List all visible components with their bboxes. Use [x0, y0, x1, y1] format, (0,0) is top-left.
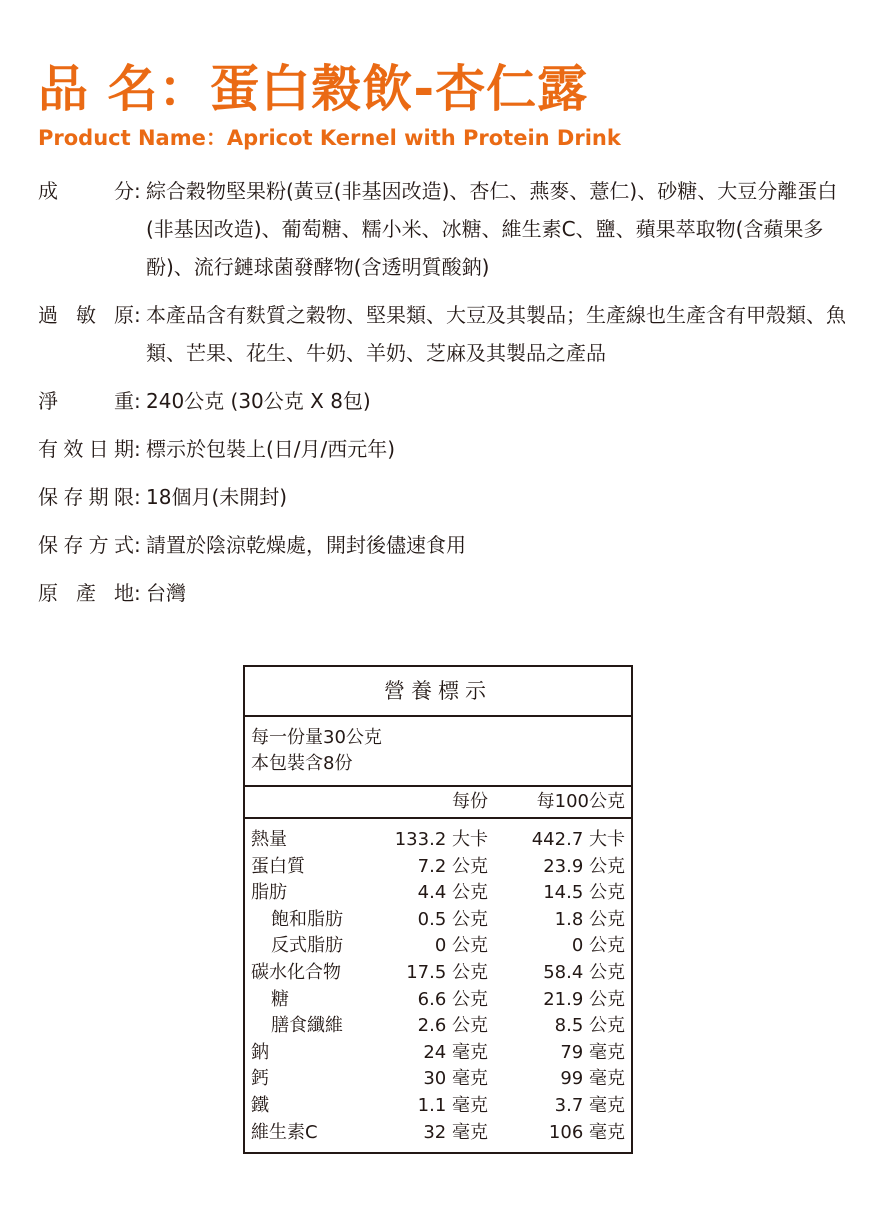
- info-label: [38, 430, 134, 468]
- nutrient-per-100g: 0 公克: [571, 935, 625, 957]
- info-colon: :: [134, 533, 141, 557]
- nutrient-per-serving: 30 毫克: [423, 1068, 488, 1090]
- info-label-char: 原: [114, 303, 134, 327]
- info-colon: :: [134, 303, 141, 327]
- nutrient-per-serving: 6.6 公克: [417, 988, 488, 1010]
- info-colon: :: [134, 581, 141, 605]
- nutrient-name: 熱量: [251, 829, 287, 850]
- nutrition-header-row: [245, 787, 631, 819]
- info-label-char: 效: [63, 437, 84, 461]
- info-value: 18個月(未開封): [146, 485, 288, 509]
- nutrient-per-100g: 1.8 公克: [554, 908, 625, 930]
- info-label-char: 地: [114, 581, 134, 605]
- col-per-serving: 每份: [452, 791, 488, 812]
- nutrient-per-100g: 58.4 公克: [543, 961, 625, 983]
- nutrient-per-100g: 23.9 公克: [543, 855, 625, 877]
- nutrient-name: 鈉: [251, 1041, 269, 1063]
- info-row: [38, 430, 848, 468]
- nutrient-per-serving: 0.5 公克: [417, 908, 488, 930]
- info-label: [38, 574, 134, 612]
- nutrition-serving-info: [245, 717, 631, 787]
- info-label: [38, 526, 134, 564]
- info-label-char: 成: [38, 179, 58, 203]
- info-label: [38, 296, 134, 372]
- info-row: [38, 172, 848, 286]
- info-label-char: 存: [63, 533, 84, 557]
- info-colon: :: [134, 437, 141, 461]
- info-colon: :: [134, 389, 141, 413]
- nutrition-title: 營養標示: [245, 667, 631, 717]
- info-value: 台灣: [146, 581, 186, 605]
- info-label-char: 過: [38, 303, 58, 327]
- info-label-char: 產: [76, 581, 96, 605]
- info-row: [38, 574, 848, 612]
- nutrition-rows: [245, 819, 631, 1152]
- nutrient-name: 碳水化合物: [251, 961, 341, 983]
- nutrient-name: 鈣: [251, 1068, 269, 1090]
- nutrient-name: 糖: [271, 988, 289, 1010]
- nutrition-row: [245, 1066, 631, 1093]
- col-per-100g: 每100公克: [536, 791, 625, 812]
- nutrient-per-100g: 442.7 大卡: [531, 829, 625, 850]
- product-title: 品 名：蛋白穀飲-杏仁露: [38, 60, 589, 118]
- info-row: [38, 382, 848, 420]
- nutrient-per-serving: 2.6 公克: [417, 1015, 488, 1037]
- nutrient-name: 膳食纖維: [271, 1015, 343, 1037]
- info-label-char: 原: [38, 581, 58, 605]
- nutrient-per-100g: 8.5 公克: [554, 1015, 625, 1037]
- info-label-char: 期: [113, 437, 134, 461]
- info-label-char: 重: [114, 389, 134, 413]
- info-colon: :: [134, 485, 141, 509]
- nutrient-per-100g: 79 毫克: [560, 1041, 625, 1063]
- info-label: [38, 478, 134, 516]
- info-label-char: 分: [114, 179, 134, 203]
- info-row: [38, 478, 848, 516]
- nutrient-per-serving: 17.5 公克: [406, 961, 488, 983]
- nutrient-name: 蛋白質: [251, 855, 305, 877]
- nutrition-row: [245, 907, 631, 934]
- nutrient-per-100g: 3.7 毫克: [554, 1094, 625, 1116]
- product-subtitle: Product Name：Apricot Kernel with Protein Drink: [38, 126, 621, 150]
- info-label-char: 敏: [76, 303, 96, 327]
- nutrient-name: 飽和脂肪: [271, 908, 343, 930]
- nutrition-row: [245, 987, 631, 1014]
- nutrient-per-serving: 0 公克: [434, 935, 488, 957]
- nutrient-per-100g: 106 毫克: [548, 1121, 625, 1143]
- product-info: [38, 172, 848, 622]
- nutrient-per-serving: 1.1 毫克: [417, 1094, 488, 1116]
- nutrient-name: 鐵: [251, 1094, 269, 1116]
- nutrition-row: [245, 1013, 631, 1040]
- nutrient-per-serving: 133.2 大卡: [394, 829, 488, 850]
- nutrition-row: [245, 1040, 631, 1067]
- info-label-char: 日: [88, 437, 109, 461]
- nutrition-row: [245, 880, 631, 907]
- nutrition-table: [243, 665, 633, 1154]
- nutrition-row: [245, 1120, 631, 1147]
- nutrient-per-100g: 21.9 公克: [543, 988, 625, 1010]
- info-row: [38, 296, 848, 372]
- nutrient-per-100g: 99 毫克: [560, 1068, 625, 1090]
- nutrition-row: [245, 827, 631, 854]
- info-label-char: 式: [113, 533, 134, 557]
- info-label-char: 保: [38, 485, 58, 509]
- servings-per-package: 本包裝含8份: [251, 753, 353, 774]
- info-value: 綜合穀物堅果粉(黃豆(非基因改造)、杏仁、燕麥、薏仁)、砂糖、大豆分離蛋白(非基因改造)、葡萄糖、糯小米、冰糖、維生素C、鹽、蘋果萃取物(含蘋果多酚)、流行鏈球菌發酵物(含透明質酸鈉): [146, 179, 838, 279]
- nutrient-per-serving: 7.2 公克: [417, 855, 488, 877]
- info-value: 標示於包裝上(日/月/西元年): [146, 437, 396, 461]
- info-row: [38, 526, 848, 564]
- nutrient-per-100g: 14.5 公克: [543, 882, 625, 904]
- nutrition-row: [245, 1093, 631, 1120]
- info-value: 請置於陰涼乾燥處，開封後儘速食用: [146, 533, 466, 557]
- info-label: [38, 382, 134, 420]
- info-label-char: 存: [63, 485, 84, 509]
- info-label: [38, 172, 134, 286]
- nutrient-per-serving: 4.4 公克: [417, 882, 488, 904]
- info-label-char: 淨: [38, 389, 58, 413]
- info-value: 240公克 (30公克 X 8包): [146, 389, 371, 413]
- nutrient-per-serving: 24 毫克: [423, 1041, 488, 1063]
- info-label-char: 限: [113, 485, 134, 509]
- info-colon: :: [134, 179, 141, 203]
- nutrition-row: [245, 960, 631, 987]
- nutrition-row: [245, 854, 631, 881]
- info-label-char: 期: [88, 485, 109, 509]
- info-label-char: 方: [88, 533, 109, 557]
- nutrient-name: 反式脂肪: [271, 935, 343, 957]
- nutrient-name: 脂肪: [251, 882, 287, 904]
- nutrition-row: [245, 933, 631, 960]
- info-value: 本產品含有麩質之穀物、堅果類、大豆及其製品；生產線也生產含有甲殼類、魚類、芒果、花生、牛奶、羊奶、芝麻及其製品之產品: [146, 303, 846, 365]
- info-label-char: 保: [38, 533, 58, 557]
- info-label-char: 有: [38, 437, 58, 461]
- serving-size: 每一份量30公克: [251, 727, 382, 748]
- nutrient-name: 維生素C: [251, 1121, 318, 1143]
- nutrient-per-serving: 32 毫克: [423, 1121, 488, 1143]
